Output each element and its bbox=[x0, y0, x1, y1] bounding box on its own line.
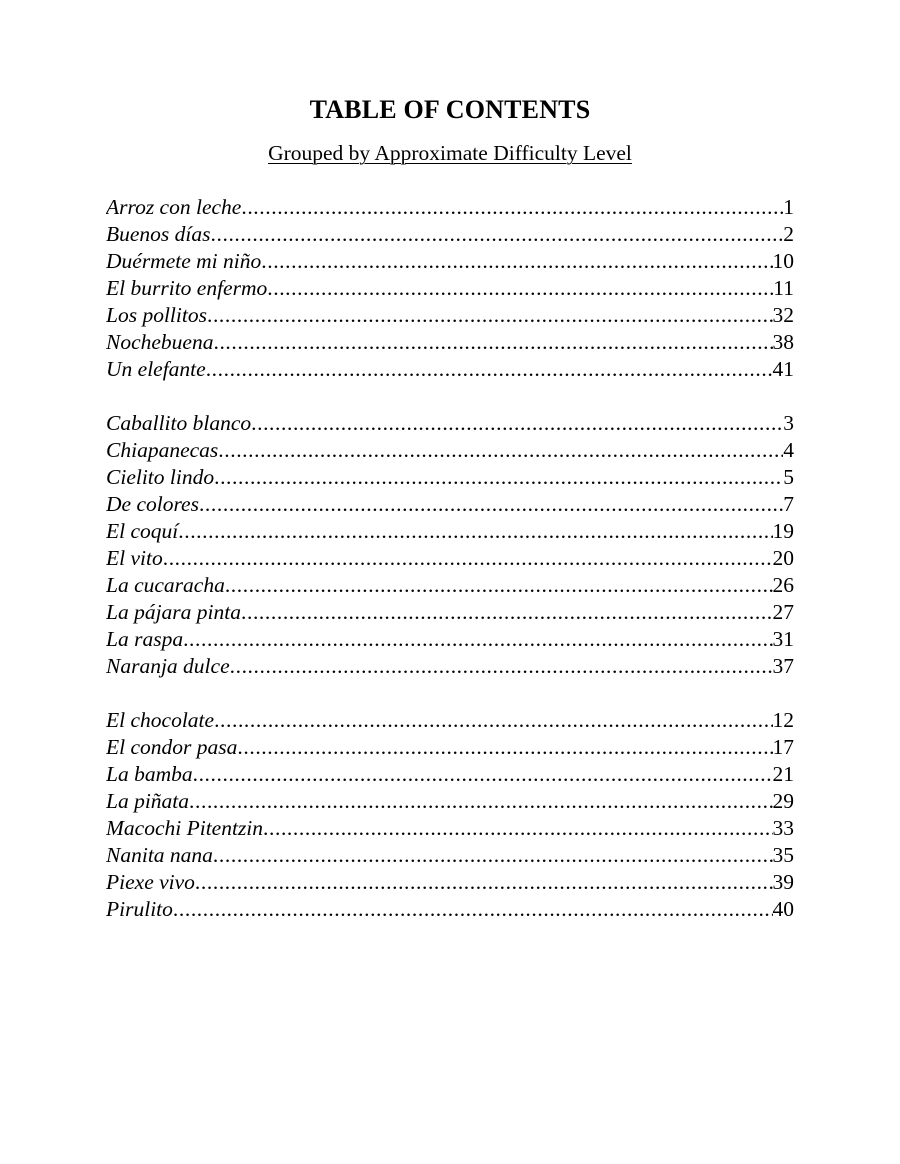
toc-entry-title: El chocolate bbox=[106, 708, 215, 732]
dot-leader bbox=[173, 896, 773, 923]
toc-entry bbox=[106, 518, 794, 545]
toc-entry-page: 1 bbox=[783, 195, 794, 219]
dot-leader bbox=[195, 869, 773, 896]
toc-entry-title: Chiapanecas bbox=[106, 438, 219, 462]
toc-entry-title: Nanita nana bbox=[106, 843, 213, 867]
dot-leader bbox=[206, 356, 773, 383]
toc-entry-title: Nochebuena bbox=[106, 330, 214, 354]
toc-entry bbox=[106, 221, 794, 248]
toc-entry bbox=[106, 302, 794, 329]
toc-entry-page: 31 bbox=[772, 627, 794, 651]
toc-entry bbox=[106, 329, 794, 356]
toc-entry-page: 10 bbox=[772, 249, 794, 273]
toc-entry-page: 20 bbox=[772, 546, 794, 570]
toc-entry-title: La cucaracha bbox=[106, 573, 225, 597]
toc-entry bbox=[106, 707, 794, 734]
dot-leader bbox=[241, 599, 773, 626]
toc-entry-page: 19 bbox=[772, 519, 794, 543]
toc-entry-title: Cielito lindo bbox=[106, 465, 215, 489]
toc-entry-page: 11 bbox=[773, 276, 794, 300]
toc-group-level-2 bbox=[106, 410, 794, 680]
toc-entry bbox=[106, 275, 794, 302]
dot-leader bbox=[241, 194, 783, 221]
toc-entry-page: 35 bbox=[772, 843, 794, 867]
toc-entry bbox=[106, 653, 794, 680]
toc-entry-title: Un elefante bbox=[106, 357, 206, 381]
toc-group-level-3 bbox=[106, 707, 794, 923]
dot-leader bbox=[213, 329, 772, 356]
toc-entry-title: El coquí bbox=[106, 519, 179, 543]
page-title: TABLE OF CONTENTS bbox=[309, 95, 591, 124]
toc-entry-page: 32 bbox=[772, 303, 794, 327]
toc-entry-page: 29 bbox=[772, 789, 794, 813]
dot-leader bbox=[178, 518, 772, 545]
dot-leader bbox=[211, 221, 784, 248]
toc-entry-page: 40 bbox=[772, 897, 794, 921]
toc-entry-page: 33 bbox=[772, 816, 794, 840]
toc-entry-page: 38 bbox=[772, 330, 794, 354]
toc-entry-title: El burrito enfermo bbox=[106, 276, 268, 300]
toc-entry bbox=[106, 842, 794, 869]
toc-entry-title: El condor pasa bbox=[106, 735, 238, 759]
toc-entry-page: 7 bbox=[783, 492, 794, 516]
dot-leader bbox=[183, 626, 772, 653]
toc-entry bbox=[106, 734, 794, 761]
dot-leader bbox=[214, 707, 772, 734]
dot-leader bbox=[213, 842, 773, 869]
toc-entry-page: 3 bbox=[783, 411, 794, 435]
toc-entry-title: Duérmete mi niño bbox=[106, 249, 262, 273]
toc-entry bbox=[106, 545, 794, 572]
toc-entry-title: Naranja dulce bbox=[106, 654, 230, 678]
dot-leader bbox=[199, 491, 783, 518]
dot-leader bbox=[267, 275, 773, 302]
toc-entry-page: 39 bbox=[772, 870, 794, 894]
toc-entry-page: 2 bbox=[783, 222, 794, 246]
toc-entry-page: 4 bbox=[783, 438, 794, 462]
dot-leader bbox=[230, 653, 773, 680]
toc-entry-title: La raspa bbox=[106, 627, 184, 651]
dot-leader bbox=[163, 545, 773, 572]
toc-entry bbox=[106, 356, 794, 383]
toc-entry-title: Macochi Pitentzin bbox=[106, 816, 264, 840]
toc-entry-title: La pájara pinta bbox=[106, 600, 241, 624]
toc-entry bbox=[106, 464, 794, 491]
table-of-contents bbox=[106, 194, 794, 923]
toc-group-level-1 bbox=[106, 194, 794, 383]
dot-leader bbox=[237, 734, 772, 761]
toc-entry-title: Los pollitos bbox=[106, 303, 207, 327]
toc-entry bbox=[106, 248, 794, 275]
toc-entry-title: La piñata bbox=[106, 789, 190, 813]
toc-entry bbox=[106, 761, 794, 788]
dot-leader bbox=[261, 248, 772, 275]
toc-entry-title: De colores bbox=[106, 492, 199, 516]
page-subtitle: Grouped by Approximate Difficulty Level bbox=[268, 141, 632, 165]
toc-entry-page: 12 bbox=[772, 708, 794, 732]
toc-entry-page: 37 bbox=[772, 654, 794, 678]
toc-entry bbox=[106, 815, 794, 842]
dot-leader bbox=[225, 572, 773, 599]
toc-entry bbox=[106, 194, 794, 221]
toc-entry-title: Buenos días bbox=[106, 222, 211, 246]
toc-entry bbox=[106, 572, 794, 599]
toc-entry-title: Arroz con leche bbox=[106, 195, 242, 219]
dot-leader bbox=[251, 410, 783, 437]
dot-leader bbox=[193, 761, 773, 788]
toc-entry-title: Caballito blanco bbox=[106, 411, 252, 435]
toc-entry-page: 41 bbox=[772, 357, 794, 381]
dot-leader bbox=[214, 464, 783, 491]
toc-entry-title: La bamba bbox=[106, 762, 193, 786]
toc-entry bbox=[106, 896, 794, 923]
toc-entry-page: 27 bbox=[772, 600, 794, 624]
toc-entry-title: Piexe vivo bbox=[106, 870, 195, 894]
toc-entry bbox=[106, 599, 794, 626]
toc-entry bbox=[106, 788, 794, 815]
toc-entry-page: 17 bbox=[772, 735, 794, 759]
dot-leader bbox=[218, 437, 783, 464]
toc-entry-title: El vito bbox=[106, 546, 163, 570]
toc-entry bbox=[106, 410, 794, 437]
dot-leader bbox=[207, 302, 773, 329]
toc-entry bbox=[106, 491, 794, 518]
dot-leader bbox=[263, 815, 772, 842]
dot-leader bbox=[189, 788, 772, 815]
toc-entry-page: 21 bbox=[772, 762, 794, 786]
toc-entry-page: 5 bbox=[783, 465, 794, 489]
toc-entry bbox=[106, 869, 794, 896]
toc-entry bbox=[106, 626, 794, 653]
toc-entry-page: 26 bbox=[772, 573, 794, 597]
toc-entry-title: Pirulito bbox=[106, 897, 173, 921]
toc-entry bbox=[106, 437, 794, 464]
